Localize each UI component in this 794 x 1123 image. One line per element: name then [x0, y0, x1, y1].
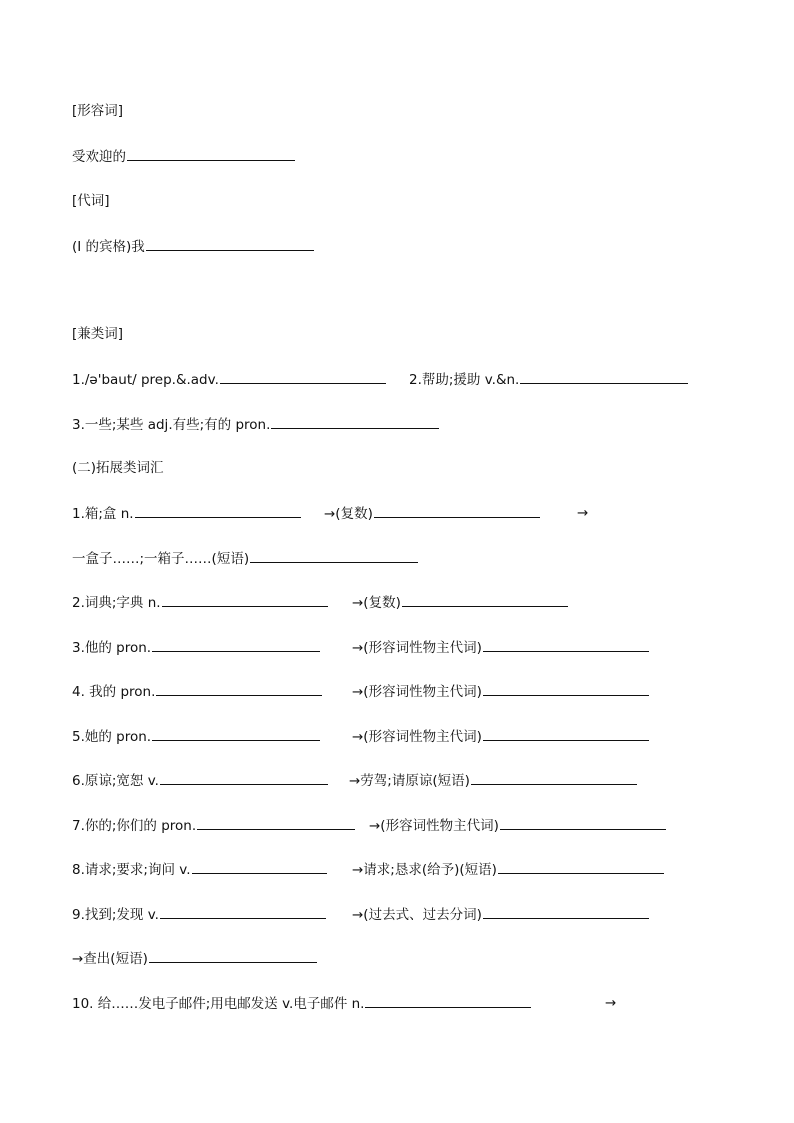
prompt: 6.原谅;宽恕 v. [72, 773, 159, 789]
answer-blank[interactable] [250, 548, 418, 563]
item-excuse [72, 770, 712, 790]
prompt: →查出(短语) [72, 951, 148, 967]
answer-blank[interactable] [127, 146, 295, 161]
prompt: 1.箱;盒 n. [72, 506, 134, 522]
prompt: 8.请求;要求;询问 v. [72, 862, 191, 878]
item-me [72, 236, 314, 256]
section-adjective [72, 101, 123, 121]
answer-blank[interactable] [374, 503, 540, 518]
prompt: 5.她的 pron. [72, 729, 152, 745]
prompt: 受欢迎的 [72, 149, 126, 165]
item-some [72, 414, 439, 434]
answer-blank[interactable] [160, 904, 326, 919]
answer-blank[interactable] [483, 681, 649, 696]
heading: [兼类词] [72, 326, 124, 342]
prompt: 3.他的 pron. [72, 640, 152, 656]
prompt: 4. 我的 pron. [72, 684, 156, 700]
answer-blank[interactable] [146, 236, 314, 251]
prompt: (I 的宾格)我 [72, 239, 145, 255]
item-box-phrase [72, 548, 418, 568]
prompt: 7.你的;你们的 pron. [72, 818, 197, 834]
item-find-phrase [72, 948, 317, 968]
answer-blank[interactable] [152, 637, 320, 652]
prompt: 10. 给……发电子邮件;用电邮发送 v.电子邮件 n. [72, 996, 365, 1012]
arrow-icon: → [577, 505, 589, 521]
answer-blank[interactable] [483, 726, 649, 741]
answer-blank[interactable] [197, 815, 355, 830]
prompt: 2.帮助;援助 v.&n. [409, 372, 520, 388]
answer-blank[interactable] [471, 770, 637, 785]
prompt: 3.一些;某些 adj.有些;有的 pron. [72, 417, 271, 433]
item-ask [72, 859, 712, 879]
answer-blank[interactable] [402, 592, 568, 607]
section-multi [72, 324, 123, 344]
item-dict [72, 592, 712, 612]
item-find [72, 904, 712, 924]
prompt: →(形容词性物主代词) [352, 640, 482, 656]
answer-blank[interactable] [520, 369, 688, 384]
answer-blank[interactable] [160, 770, 328, 785]
section-extended [72, 458, 164, 478]
prompt: →(形容词性物主代词) [352, 684, 482, 700]
answer-blank[interactable] [156, 681, 322, 696]
answer-blank[interactable] [135, 503, 301, 518]
item-his [72, 637, 712, 657]
answer-blank[interactable] [149, 948, 317, 963]
prompt: →(形容词性物主代词) [352, 729, 482, 745]
item-email [72, 993, 712, 1013]
arrow-icon: → [605, 995, 617, 1011]
answer-blank[interactable] [498, 859, 664, 874]
item-my [72, 681, 712, 701]
answer-blank[interactable] [483, 637, 649, 652]
item-box [72, 503, 712, 523]
prompt: →(复数) [352, 595, 401, 611]
heading: [形容词] [72, 103, 124, 119]
section-pronoun [72, 191, 110, 211]
answer-blank[interactable] [365, 993, 531, 1008]
item-popular [72, 146, 295, 166]
answer-blank[interactable] [483, 904, 649, 919]
item-her [72, 726, 712, 746]
prompt: →劳驾;请原谅(短语) [349, 773, 470, 789]
prompt: 一盒子……;一箱子……(短语) [72, 551, 250, 567]
item-your [72, 815, 712, 835]
answer-blank[interactable] [271, 414, 439, 429]
answer-blank[interactable] [220, 369, 386, 384]
answer-blank[interactable] [152, 726, 320, 741]
prompt: 2.词典;字典 n. [72, 595, 161, 611]
heading: (二)拓展类词汇 [72, 460, 164, 476]
prompt: →(过去式、过去分词) [352, 907, 482, 923]
heading: [代词] [72, 193, 110, 209]
prompt: 1./ə'baut/ prep.&.adv. [72, 372, 219, 388]
answer-blank[interactable] [192, 859, 327, 874]
answer-blank[interactable] [500, 815, 666, 830]
prompt: →请求;恳求(给予)(短语) [352, 862, 497, 878]
answer-blank[interactable] [162, 592, 328, 607]
item-about-help [72, 369, 712, 389]
prompt: →(复数) [324, 506, 373, 522]
prompt: 9.找到;发现 v. [72, 907, 159, 923]
prompt: →(形容词性物主代词) [369, 818, 499, 834]
